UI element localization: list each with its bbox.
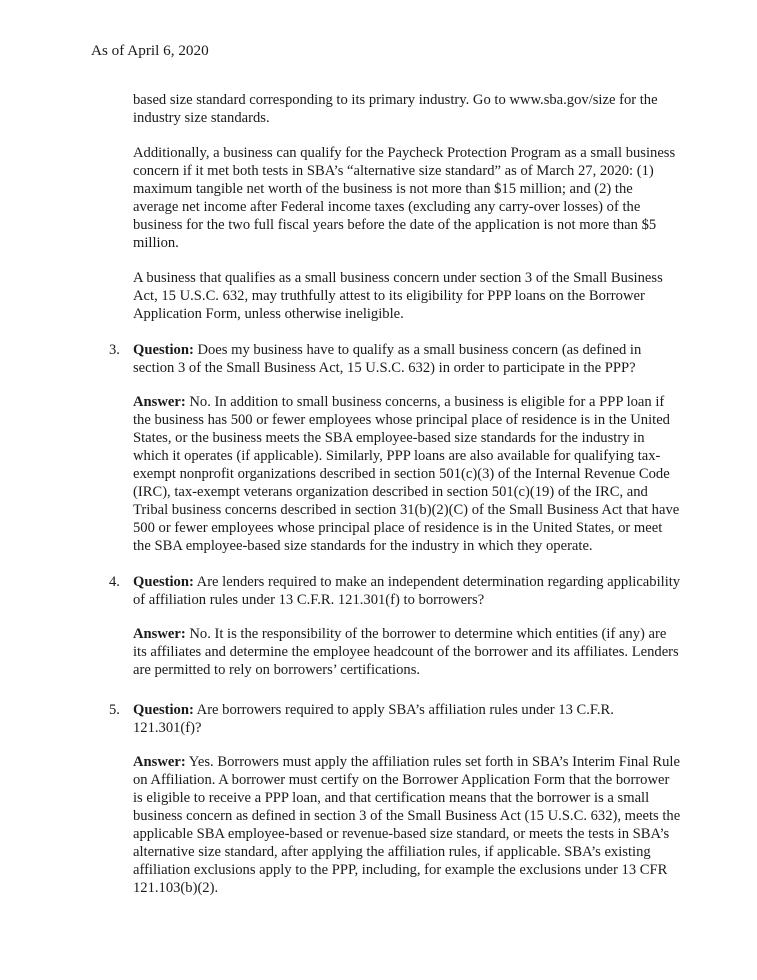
answer-label: Answer: [133, 754, 186, 770]
answer-text [133, 753, 681, 897]
answer-text [133, 625, 681, 679]
question-label: Question: [133, 342, 194, 358]
document-body [109, 91, 681, 915]
question-body: Are lenders required to make an independent determination regarding applicability of affiliation rules under 13 C.F.R. 121.301(f) to borrowers? [133, 574, 681, 608]
answer-label: Answer: [133, 626, 186, 642]
question-text [133, 341, 681, 377]
question-text [133, 573, 681, 609]
qa-item-4 [109, 573, 681, 679]
question-body: Does my business have to qualify as a small business concern (as defined in section 3 of the Small Business Act, 15 U.S.C. 632) in order to participate in the PPP? [133, 342, 642, 376]
qa-item-3 [109, 341, 681, 555]
question-text [133, 701, 681, 737]
answer-body: Yes. Borrowers must apply the affiliation rules set forth in SBA’s Interim Final Rule on Affiliation. A borrower must certify on the Borrower Application Form that the borrower is eligible to receive a PPP loan, and that certification means that the borrower is a small business concern as defined in section 3 of the Small Business Act (15 U.S.C. 632), meets the applicable SBA employee-based or revenue-based size standard, or meets the tests in SBA’s alternative size standard, after applying the affiliation rules, if applicable. SBA’s existing affiliation exclusions apply to the PPP, including, for example the exclusions under 13 CFR 121.103(b)(2). [133, 754, 681, 896]
answer-body: No. It is the responsibility of the borrower to determine which entities (if any) are its affiliates and determine the employee headcount of the borrower and its affiliates. Lenders are permitted to rely on borrowers’ certifications. [133, 626, 679, 678]
qa-number: 3. [109, 342, 120, 358]
intro-paragraph-3: A business that qualifies as a small business concern under section 3 of the Small Business Act, 15 U.S.C. 632, may truthfully attest to its eligibility for PPP loans on the Borrower Application Form, unless otherwise ineligible. [133, 270, 663, 322]
answer-label: Answer: [133, 394, 186, 410]
question-label: Question: [133, 574, 194, 590]
question-body: Are borrowers required to apply SBA’s affiliation rules under 13 C.F.R. 121.301(f)? [133, 702, 614, 736]
question-label: Question: [133, 702, 194, 718]
qa-number: 4. [109, 574, 120, 590]
qa-number: 5. [109, 702, 120, 718]
intro-paragraph-1: based size standard corresponding to its primary industry. Go to www.sba.gov/size for the industry size standards. [133, 92, 658, 126]
answer-text [133, 393, 681, 555]
intro-paragraph-2: Additionally, a business can qualify for the Paycheck Protection Program as a small business concern if it met both tests in SBA’s “alternative size standard” as of March 27, 2020: (1) maximum tangible net worth of the business is not more than $15 million; and (2) the average net income after Federal income taxes (excluding any carry-over losses) of the business for the two full fiscal years before the date of the application is not more than $5 million. [133, 145, 676, 251]
qa-item-5 [109, 701, 681, 897]
answer-body: No. In addition to small business concerns, a business is eligible for a PPP loan if the business has 500 or fewer employees whose principal place of residence is in the United States, or the business meets the SBA employee-based size standards for the industry in which it operates (if applicable). Similarly, PPP loans are also available for qualifying tax-exempt nonprofit organizations described in section 501(c)(3) of the Internal Revenue Code (IRC), tax-exempt veterans organization described in section 501(c)(19) of the IRC, and Tribal business concerns described in section 31(b)(2)(C) of the Small Business Act that have 500 or fewer employees whose principal place of residence is in the United States, or meet the SBA employee-based size standards for the industry in which they operate. [133, 394, 680, 554]
header-date: As of April 6, 2020 [91, 42, 209, 59]
